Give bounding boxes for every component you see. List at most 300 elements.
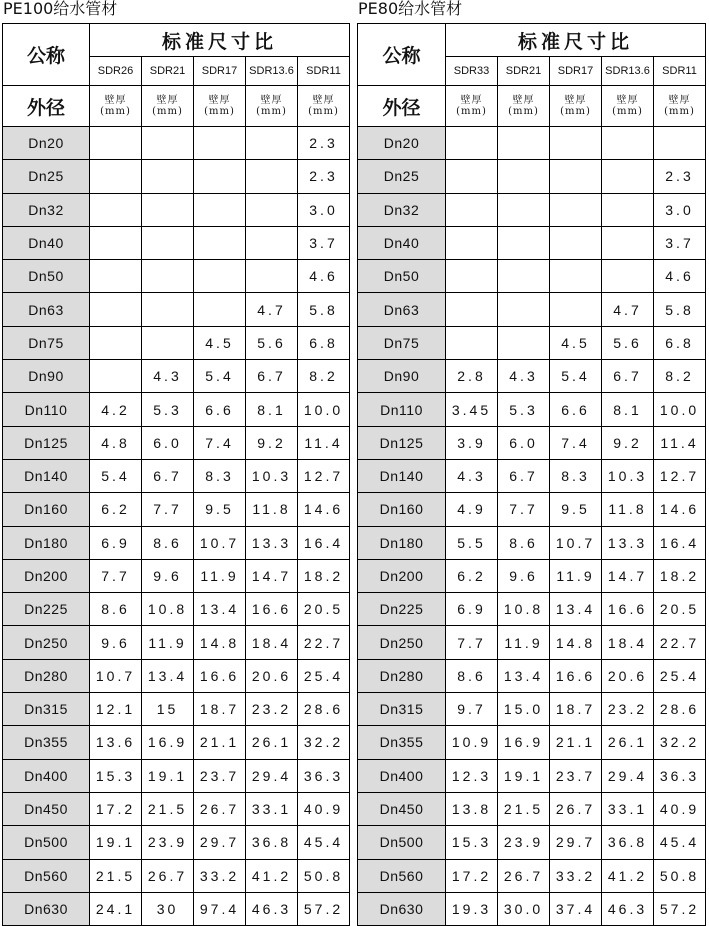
nominal-diameter-cell: Dn25 (358, 160, 446, 193)
wall-thickness-cell: 26.1 (246, 726, 298, 759)
wall-thickness-cell: 6.2 (90, 493, 142, 526)
nominal-diameter-cell: Dn110 (358, 393, 446, 426)
wall-thickness-cell: 6.7 (246, 360, 298, 393)
wall-thickness-cell: 8.2 (654, 360, 706, 393)
table-row (358, 360, 706, 393)
wall-thickness-cell: 26.7 (550, 792, 602, 825)
nominal-diameter-cell: Dn90 (3, 360, 90, 393)
wall-thickness-cell: 6.6 (550, 393, 602, 426)
wall-thickness-cell: 4.3 (142, 360, 194, 393)
wall-thickness-cell: 21.5 (90, 859, 142, 892)
wall-thickness-cell: 21.5 (142, 792, 194, 825)
nominal-diameter-cell: Dn50 (3, 260, 90, 293)
nominal-diameter-cell: Dn500 (358, 826, 446, 859)
wall-thickness-cell (142, 326, 194, 359)
nominal-diameter-cell: Dn560 (358, 859, 446, 892)
wall-thickness-cell: 14.8 (194, 626, 246, 659)
sdr-main-header: 标准尺寸比 (90, 24, 350, 57)
wall-thickness-cell: 36.3 (654, 759, 706, 792)
table-row (358, 459, 706, 492)
wall-thickness-cell (194, 260, 246, 293)
wall-thickness-cell: 15.3 (90, 759, 142, 792)
wall-thickness-cell (246, 127, 298, 160)
nominal-diameter-cell: Dn180 (3, 526, 90, 559)
table-row (3, 226, 350, 259)
table-row (3, 426, 350, 459)
wall-thickness-cell: 16.6 (194, 659, 246, 692)
table-row (3, 792, 350, 825)
wall-thickness-unit-header: 壁厚 (mm) (194, 86, 246, 127)
wall-thickness-cell: 6.0 (142, 426, 194, 459)
wall-thickness-cell: 4.5 (194, 326, 246, 359)
wall-thickness-cell: 24.1 (90, 892, 142, 925)
wall-thickness-cell: 29.7 (550, 826, 602, 859)
wall-thickness-cell: 3.7 (654, 226, 706, 259)
table-row (358, 626, 706, 659)
wall-thickness-cell: 18.7 (194, 693, 246, 726)
wall-thickness-cell: 9.2 (246, 426, 298, 459)
wall-thickness-cell: 6.7 (142, 459, 194, 492)
wall-thickness-cell: 10.8 (498, 593, 550, 626)
wall-thickness-cell: 23.7 (194, 759, 246, 792)
nominal-diameter-cell: Dn200 (358, 559, 446, 592)
wall-thickness-cell: 6.6 (194, 393, 246, 426)
table-row (3, 260, 350, 293)
wall-thickness-cell: 45.4 (298, 826, 350, 859)
wall-thickness-cell: 7.7 (498, 493, 550, 526)
wall-thickness-cell: 4.3 (446, 459, 498, 492)
wall-thickness-cell (142, 260, 194, 293)
wall-thickness-cell: 17.2 (446, 859, 498, 892)
wall-thickness-cell: 3.0 (654, 193, 706, 226)
wall-thickness-cell: 23.2 (246, 693, 298, 726)
nominal-diameter-cell: Dn200 (3, 559, 90, 592)
wall-thickness-unit-header: 壁厚 (mm) (498, 86, 550, 127)
wall-thickness-cell (498, 226, 550, 259)
table-row (3, 593, 350, 626)
wall-thickness-cell (602, 226, 654, 259)
wall-thickness-cell: 29.7 (194, 826, 246, 859)
table-row (358, 892, 706, 925)
wall-thickness-cell (550, 160, 602, 193)
wall-thickness-cell (90, 260, 142, 293)
wall-thickness-cell: 11.9 (142, 626, 194, 659)
wall-thickness-cell: 6.8 (298, 326, 350, 359)
wall-thickness-cell: 17.2 (90, 792, 142, 825)
table-row (3, 892, 350, 925)
wall-thickness-cell: 10.7 (194, 526, 246, 559)
table-row (358, 160, 706, 193)
nominal-diameter-cell: Dn355 (3, 726, 90, 759)
nominal-diameter-cell: Dn225 (358, 593, 446, 626)
wall-thickness-cell (194, 193, 246, 226)
wall-thickness-cell: 11.9 (498, 626, 550, 659)
wall-thickness-cell: 13.4 (142, 659, 194, 692)
wall-thickness-cell: 4.2 (90, 393, 142, 426)
wall-thickness-cell: 26.7 (194, 792, 246, 825)
wall-thickness-cell (142, 293, 194, 326)
wall-thickness-unit-header: 壁厚 (mm) (246, 86, 298, 127)
wall-thickness-cell (550, 127, 602, 160)
wall-thickness-cell (498, 326, 550, 359)
wall-thickness-cell: 7.4 (194, 426, 246, 459)
wall-thickness-cell (550, 193, 602, 226)
wall-thickness-cell: 18.4 (246, 626, 298, 659)
wall-thickness-cell: 12.7 (298, 459, 350, 492)
wall-thickness-cell: 12.7 (654, 459, 706, 492)
nominal-diameter-cell: Dn110 (3, 393, 90, 426)
wall-thickness-cell (90, 160, 142, 193)
wall-thickness-cell: 26.7 (142, 859, 194, 892)
wall-thickness-unit-header: 壁厚 (mm) (602, 86, 654, 127)
nominal-diameter-cell: Dn500 (3, 826, 90, 859)
wall-thickness-cell: 9.7 (446, 693, 498, 726)
sdr-column-header: SDR13.6 (246, 57, 298, 86)
nominal-diameter-cell: Dn75 (358, 326, 446, 359)
wall-thickness-cell: 25.4 (654, 659, 706, 692)
wall-thickness-cell (550, 293, 602, 326)
wall-thickness-cell (246, 260, 298, 293)
wall-thickness-cell: 9.6 (498, 559, 550, 592)
wall-thickness-cell: 16.4 (654, 526, 706, 559)
pe100-spec-table (2, 23, 350, 926)
wall-thickness-cell: 3.9 (446, 426, 498, 459)
nominal-diameter-cell: Dn450 (3, 792, 90, 825)
wall-thickness-cell: 8.1 (246, 393, 298, 426)
wall-thickness-cell: 18.7 (550, 693, 602, 726)
wall-thickness-cell (550, 260, 602, 293)
wall-thickness-cell (446, 226, 498, 259)
wall-thickness-cell: 10.9 (446, 726, 498, 759)
wall-thickness-cell: 11.4 (654, 426, 706, 459)
wall-thickness-cell: 50.8 (654, 859, 706, 892)
wall-thickness-cell: 6.9 (90, 526, 142, 559)
nominal-diameter-cell: Dn63 (3, 293, 90, 326)
wall-thickness-cell: 37.4 (550, 892, 602, 925)
nominal-diameter-cell: Dn90 (358, 360, 446, 393)
wall-thickness-cell: 13.4 (550, 593, 602, 626)
table-row (3, 693, 350, 726)
wall-thickness-cell: 2.3 (654, 160, 706, 193)
wall-thickness-cell: 41.2 (602, 859, 654, 892)
nominal-diameter-cell: Dn140 (3, 459, 90, 492)
wall-thickness-cell (446, 260, 498, 293)
nominal-diameter-cell: Dn125 (358, 426, 446, 459)
wall-thickness-cell: 6.8 (654, 326, 706, 359)
table-row (3, 559, 350, 592)
wall-thickness-cell (446, 193, 498, 226)
wall-thickness-cell: 20.6 (602, 659, 654, 692)
nominal-diameter-cell: Dn32 (358, 193, 446, 226)
wall-thickness-cell: 7.7 (446, 626, 498, 659)
wall-thickness-cell: 10.8 (142, 593, 194, 626)
wall-thickness-cell: 26.1 (602, 726, 654, 759)
wall-thickness-cell (654, 127, 706, 160)
nominal-diameter-header-top: 公称 (358, 24, 446, 86)
wall-thickness-cell: 19.1 (498, 759, 550, 792)
wall-thickness-cell: 46.3 (246, 892, 298, 925)
wall-thickness-cell: 40.9 (298, 792, 350, 825)
wall-thickness-cell (194, 226, 246, 259)
wall-thickness-cell: 6.9 (446, 593, 498, 626)
wall-thickness-cell: 4.5 (550, 326, 602, 359)
wall-thickness-cell: 5.6 (602, 326, 654, 359)
wall-thickness-unit-header: 壁厚 (mm) (446, 86, 498, 127)
wall-thickness-cell (194, 293, 246, 326)
nominal-diameter-cell: Dn180 (358, 526, 446, 559)
table-row (3, 659, 350, 692)
table-row (358, 859, 706, 892)
wall-thickness-cell: 4.6 (654, 260, 706, 293)
pe80-spec-table (357, 23, 706, 926)
wall-thickness-cell (90, 193, 142, 226)
nominal-diameter-cell: Dn160 (358, 493, 446, 526)
wall-thickness-cell: 4.7 (246, 293, 298, 326)
table-row (358, 326, 706, 359)
wall-thickness-cell: 6.7 (498, 459, 550, 492)
wall-thickness-cell (498, 127, 550, 160)
sdr-column-header: SDR33 (446, 57, 498, 86)
wall-thickness-cell: 6.7 (602, 360, 654, 393)
nominal-diameter-cell: Dn50 (358, 260, 446, 293)
wall-thickness-cell: 57.2 (654, 892, 706, 925)
wall-thickness-unit-header: 壁厚 (mm) (90, 86, 142, 127)
wall-thickness-cell: 3.0 (298, 193, 350, 226)
wall-thickness-cell (498, 160, 550, 193)
wall-thickness-cell: 5.5 (446, 526, 498, 559)
wall-thickness-cell: 23.7 (550, 759, 602, 792)
wall-thickness-cell: 5.8 (654, 293, 706, 326)
wall-thickness-cell: 16.9 (498, 726, 550, 759)
wall-thickness-cell: 26.7 (498, 859, 550, 892)
wall-thickness-cell: 3.45 (446, 393, 498, 426)
wall-thickness-cell: 6.0 (498, 426, 550, 459)
wall-thickness-cell: 9.6 (142, 559, 194, 592)
wall-thickness-cell: 14.6 (654, 493, 706, 526)
wall-thickness-cell (90, 127, 142, 160)
pe80-title: PE80给水管材 (358, 0, 463, 18)
table-row (358, 593, 706, 626)
wall-thickness-cell: 20.6 (246, 659, 298, 692)
wall-thickness-cell (602, 193, 654, 226)
nominal-diameter-cell: Dn450 (358, 792, 446, 825)
wall-thickness-cell (446, 160, 498, 193)
pe100-title: PE100给水管材 (3, 0, 118, 18)
wall-thickness-cell: 33.2 (550, 859, 602, 892)
wall-thickness-cell: 13.4 (498, 659, 550, 692)
table-row (3, 626, 350, 659)
table-row (3, 160, 350, 193)
table-row (358, 426, 706, 459)
wall-thickness-cell: 4.6 (298, 260, 350, 293)
wall-thickness-cell: 16.6 (602, 593, 654, 626)
wall-thickness-cell: 11.9 (194, 559, 246, 592)
nominal-diameter-cell: Dn20 (358, 127, 446, 160)
wall-thickness-cell: 22.7 (654, 626, 706, 659)
wall-thickness-cell: 14.7 (602, 559, 654, 592)
wall-thickness-cell: 11.8 (246, 493, 298, 526)
wall-thickness-cell: 11.9 (550, 559, 602, 592)
wall-thickness-cell: 36.3 (298, 759, 350, 792)
wall-thickness-cell: 7.7 (90, 559, 142, 592)
nominal-diameter-cell: Dn40 (358, 226, 446, 259)
wall-thickness-cell: 14.8 (550, 626, 602, 659)
nominal-diameter-header-bottom: 外径 (358, 86, 446, 127)
table-row (358, 826, 706, 859)
table-row (358, 759, 706, 792)
wall-thickness-cell: 5.3 (498, 393, 550, 426)
wall-thickness-cell: 97.4 (194, 892, 246, 925)
table-row (358, 559, 706, 592)
nominal-diameter-cell: Dn25 (3, 160, 90, 193)
wall-thickness-cell: 5.4 (194, 360, 246, 393)
nominal-diameter-cell: Dn125 (3, 426, 90, 459)
wall-thickness-cell: 20.5 (298, 593, 350, 626)
wall-thickness-cell (498, 293, 550, 326)
wall-thickness-cell (142, 193, 194, 226)
wall-thickness-cell: 13.6 (90, 726, 142, 759)
nominal-diameter-cell: Dn250 (3, 626, 90, 659)
nominal-diameter-cell: Dn280 (358, 659, 446, 692)
wall-thickness-cell: 41.2 (246, 859, 298, 892)
wall-thickness-unit-header: 壁厚 (mm) (298, 86, 350, 127)
nominal-diameter-cell: Dn140 (358, 459, 446, 492)
nominal-diameter-header-bottom: 外径 (3, 86, 90, 127)
wall-thickness-cell: 10.0 (654, 393, 706, 426)
wall-thickness-cell: 2.3 (298, 160, 350, 193)
wall-thickness-cell: 8.3 (550, 459, 602, 492)
wall-thickness-unit-header: 壁厚 (mm) (142, 86, 194, 127)
wall-thickness-cell: 8.6 (142, 526, 194, 559)
nominal-diameter-cell: Dn20 (3, 127, 90, 160)
wall-thickness-cell (498, 193, 550, 226)
sdr-column-header: SDR13.6 (602, 57, 654, 86)
wall-thickness-cell: 5.4 (90, 459, 142, 492)
wall-thickness-cell: 5.8 (298, 293, 350, 326)
nominal-diameter-cell: Dn225 (3, 593, 90, 626)
table-row (358, 659, 706, 692)
wall-thickness-cell (246, 193, 298, 226)
wall-thickness-cell (246, 226, 298, 259)
wall-thickness-unit-header: 壁厚 (mm) (654, 86, 706, 127)
sdr-column-header: SDR11 (298, 57, 350, 86)
wall-thickness-cell: 33.1 (602, 792, 654, 825)
nominal-diameter-cell: Dn40 (3, 226, 90, 259)
wall-thickness-cell: 13.3 (246, 526, 298, 559)
wall-thickness-cell: 16.4 (298, 526, 350, 559)
table-row (358, 193, 706, 226)
wall-thickness-cell (602, 127, 654, 160)
wall-thickness-cell (550, 226, 602, 259)
wall-thickness-cell: 4.3 (498, 360, 550, 393)
nominal-diameter-cell: Dn160 (3, 493, 90, 526)
wall-thickness-cell: 11.8 (602, 493, 654, 526)
wall-thickness-cell: 13.4 (194, 593, 246, 626)
wall-thickness-cell (90, 326, 142, 359)
table-row (358, 526, 706, 559)
wall-thickness-cell: 9.5 (194, 493, 246, 526)
wall-thickness-cell (446, 326, 498, 359)
table-row (358, 260, 706, 293)
wall-thickness-cell: 6.2 (446, 559, 498, 592)
wall-thickness-cell: 23.9 (498, 826, 550, 859)
nominal-diameter-cell: Dn400 (3, 759, 90, 792)
wall-thickness-cell: 29.4 (246, 759, 298, 792)
table-row (3, 493, 350, 526)
table-row (358, 726, 706, 759)
table-row (3, 826, 350, 859)
table-row (358, 493, 706, 526)
wall-thickness-cell: 36.8 (246, 826, 298, 859)
wall-thickness-cell (602, 160, 654, 193)
wall-thickness-cell: 2.8 (446, 360, 498, 393)
wall-thickness-cell: 8.6 (446, 659, 498, 692)
wall-thickness-cell (90, 226, 142, 259)
wall-thickness-cell: 5.4 (550, 360, 602, 393)
wall-thickness-cell: 15 (142, 693, 194, 726)
wall-thickness-cell: 10.7 (90, 659, 142, 692)
wall-thickness-cell (142, 127, 194, 160)
table-row (358, 127, 706, 160)
table-row (358, 393, 706, 426)
wall-thickness-cell: 9.5 (550, 493, 602, 526)
wall-thickness-cell: 15.0 (498, 693, 550, 726)
wall-thickness-cell: 22.7 (298, 626, 350, 659)
wall-thickness-cell: 10.0 (298, 393, 350, 426)
table-row (3, 759, 350, 792)
wall-thickness-cell: 57.2 (298, 892, 350, 925)
table-row (358, 226, 706, 259)
nominal-diameter-cell: Dn630 (358, 892, 446, 925)
sdr-column-header: SDR26 (90, 57, 142, 86)
wall-thickness-cell: 5.6 (246, 326, 298, 359)
wall-thickness-cell: 3.7 (298, 226, 350, 259)
wall-thickness-cell: 19.3 (446, 892, 498, 925)
wall-thickness-cell: 30.0 (498, 892, 550, 925)
table-row (3, 459, 350, 492)
table-row (358, 293, 706, 326)
wall-thickness-cell: 32.2 (298, 726, 350, 759)
wall-thickness-cell: 20.5 (654, 593, 706, 626)
wall-thickness-cell: 10.3 (246, 459, 298, 492)
wall-thickness-cell: 29.4 (602, 759, 654, 792)
sdr-main-header: 标准尺寸比 (446, 24, 706, 57)
wall-thickness-cell (446, 293, 498, 326)
wall-thickness-cell: 33.2 (194, 859, 246, 892)
nominal-diameter-cell: Dn250 (358, 626, 446, 659)
wall-thickness-cell: 10.7 (550, 526, 602, 559)
table-row (3, 193, 350, 226)
nominal-diameter-cell: Dn315 (358, 693, 446, 726)
wall-thickness-cell (446, 127, 498, 160)
nominal-diameter-cell: Dn560 (3, 859, 90, 892)
wall-thickness-cell (194, 127, 246, 160)
wall-thickness-cell: 21.1 (550, 726, 602, 759)
wall-thickness-cell: 25.4 (298, 659, 350, 692)
wall-thickness-cell: 21.5 (498, 792, 550, 825)
wall-thickness-cell: 28.6 (654, 693, 706, 726)
wall-thickness-cell: 30 (142, 892, 194, 925)
wall-thickness-cell: 18.2 (298, 559, 350, 592)
wall-thickness-cell: 32.2 (654, 726, 706, 759)
nominal-diameter-header-top: 公称 (3, 24, 90, 86)
wall-thickness-cell: 12.3 (446, 759, 498, 792)
wall-thickness-cell: 8.6 (90, 593, 142, 626)
nominal-diameter-cell: Dn400 (358, 759, 446, 792)
table-row (3, 526, 350, 559)
wall-thickness-cell: 10.3 (602, 459, 654, 492)
nominal-diameter-cell: Dn630 (3, 892, 90, 925)
